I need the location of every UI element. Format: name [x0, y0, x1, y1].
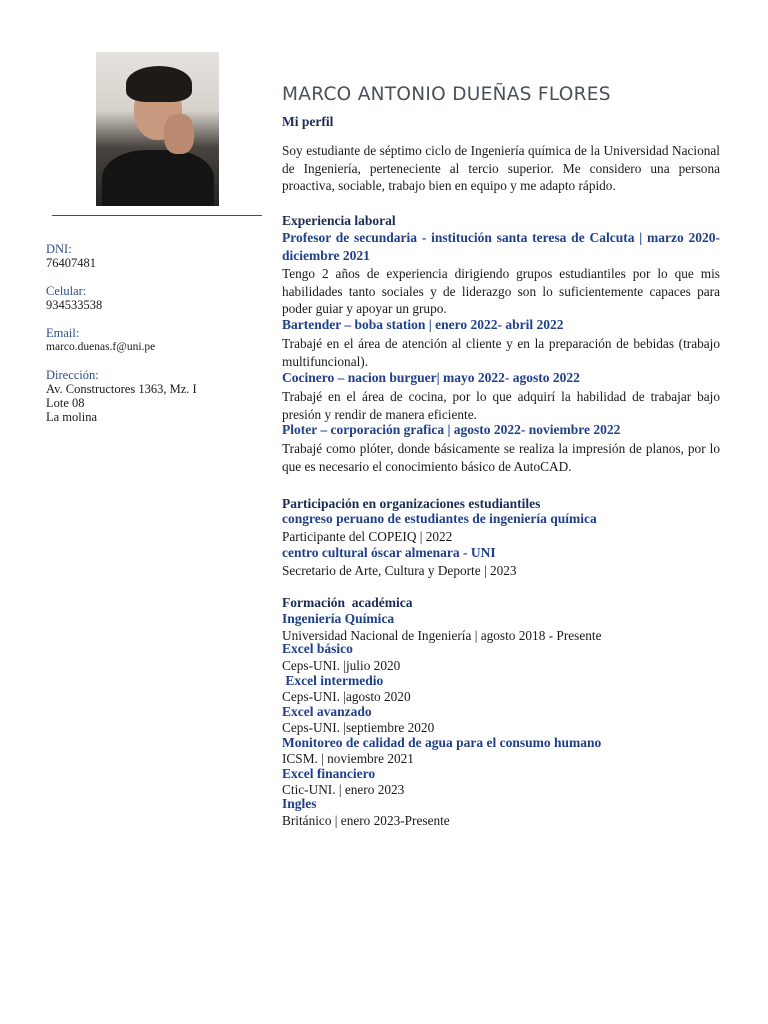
address-line-2: Lote 08: [46, 396, 85, 410]
contact-address: [46, 368, 266, 424]
org-title: congreso peruano de estudiantes de ingeniería química: [282, 511, 597, 526]
job-title: Profesor de secundaria - institución santa teresa de Calcuta | marzo 2020-diciembre 2021: [282, 230, 720, 263]
orgs-heading: Participación en organizaciones estudiantiles: [282, 496, 541, 511]
edu-title: Excel básico: [282, 641, 353, 656]
org-title: centro cultural óscar almenara - UNI: [282, 545, 496, 560]
edu-title: Excel financiero: [282, 766, 376, 781]
edu-title: Monitoreo de calidad de agua para el consumo humano: [282, 735, 602, 750]
job-title: Cocinero – nacion burguer| mayo 2022- agosto 2022: [282, 370, 580, 385]
edu-title: Ingles: [282, 796, 317, 811]
email-label: Email:: [46, 326, 80, 340]
dni-value: 76407481: [46, 256, 96, 270]
job-title: Ploter – corporación grafica | agosto 2022- noviembre 2022: [282, 422, 621, 437]
contact-phone: [46, 284, 266, 312]
edu-title: Excel intermedio: [282, 673, 384, 688]
email-value[interactable]: marco.duenas.f@uni.pe: [46, 341, 156, 353]
sidebar-divider: [52, 215, 262, 216]
edu-title: Excel avanzado: [282, 704, 372, 719]
address-label: Dirección:: [46, 368, 99, 382]
phone-value: 934533538: [46, 298, 103, 312]
contact-email: [46, 326, 266, 354]
profile-photo: [96, 52, 219, 206]
contact-dni: [46, 242, 266, 270]
education-heading: Formación académica: [282, 595, 413, 610]
job-desc: Tengo 2 años de experiencia dirigiendo grupos estudiantiles por lo que mis habilidades tanto sociales y de liderazgo son lo suficientemente capaces para poder guiar y apoyar un grupo.: [282, 266, 720, 316]
address-line-3: La molina: [46, 410, 98, 424]
job-desc: Trabajé en el área de cocina, por lo que adquirí la habilidad de trabajar bajo presión y rendir de manera eficiente.: [282, 389, 720, 422]
edu-desc: Británico | enero 2023-Presente: [282, 813, 450, 828]
address-line-1: Av. Constructores 1363, Mz. I: [46, 382, 197, 396]
edu-desc: Ceps-UNI. |agosto 2020: [282, 689, 411, 704]
org-desc: Secretario de Arte, Cultura y Deporte | 2023: [282, 563, 517, 578]
edu-title: Ingeniería Química: [282, 611, 395, 626]
edu-desc: Ceps-UNI. |julio 2020: [282, 658, 401, 673]
photo-hair: [126, 66, 192, 102]
job-title: Bartender – boba station | enero 2022- abril 2022: [282, 317, 564, 332]
phone-label: Celular:: [46, 284, 87, 298]
edu-desc: Ctic-UNI. | enero 2023: [282, 782, 405, 797]
photo-body: [102, 150, 214, 206]
job-desc: Trabajé en el área de atención al cliente y en la preparación de bebidas (trabajo multifuncional).: [282, 336, 720, 369]
job-desc: Trabajé como plóter, donde básicamente se realiza la impresión de planos, por lo que es necesario el conocimiento básico de AutoCAD.: [282, 441, 720, 474]
org-desc: Participante del COPEIQ | 2022: [282, 529, 453, 544]
photo-hand: [164, 114, 194, 154]
edu-desc: ICSM. | noviembre 2021: [282, 751, 414, 766]
edu-desc: Ceps-UNI. |septiembre 2020: [282, 720, 435, 735]
candidate-name: MARCO ANTONIO DUEÑAS FLORES: [282, 84, 611, 105]
edu-desc: Universidad Nacional de Ingeniería | agosto 2018 - Presente: [282, 628, 602, 643]
profile-heading: Mi perfil: [282, 114, 334, 129]
profile-text: Soy estudiante de séptimo ciclo de Ingeniería química de la Universidad Nacional de Ingeniería, perteneciente al tercio superior. Me considero una persona proactiva, sociable, trabajo bien en equipo y me adapto rápido.: [282, 143, 720, 193]
dni-label: DNI:: [46, 242, 72, 256]
experience-heading: Experiencia laboral: [282, 213, 396, 228]
